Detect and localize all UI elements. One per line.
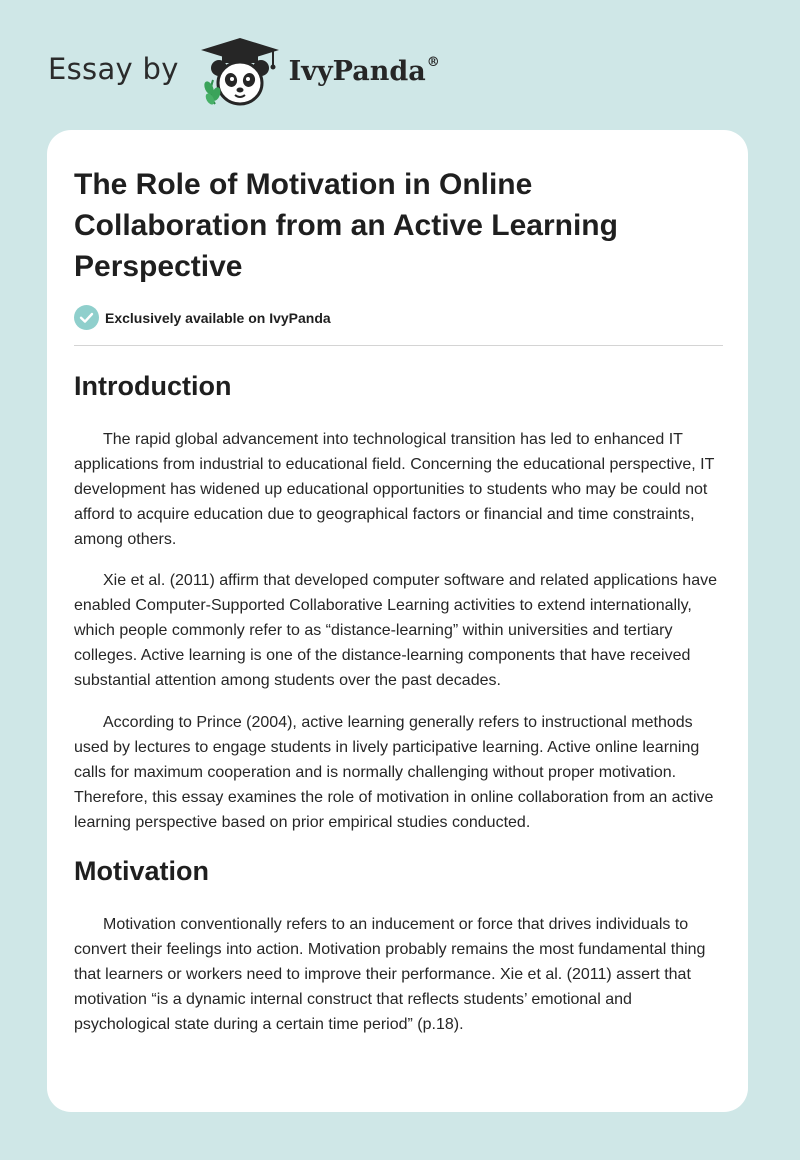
paragraph: The rapid global advancement into technological transition has led to enhanced IT applications from industrial to educational field. Concerning the educational perspective, IT development has widened up educational opportunities to students who may be could not afford to acquire education due to geographical factors or financial and time constraints, among others. xyxy=(74,431,715,548)
exclusive-label: Exclusively available on IvyPanda xyxy=(105,309,331,326)
section-heading-motivation: Motivation xyxy=(74,856,209,886)
exclusive-badge xyxy=(74,305,331,330)
page-title: The Role of Motivation in Online Collaboration from an Active Learning Perspective xyxy=(74,168,618,283)
paragraph: Motivation conventionally refers to an inducement or force that drives individuals to convert their feelings into action. Motivation probably remains the most fundamental thing that learners or workers need to improve their performance. Xie et al. (2011) assert that motivation “is a dynamic internal construct that reflects students’ emotional and psychological state during a certain time period” (p.18). xyxy=(74,916,706,1033)
essay-by-label: Essay by xyxy=(48,52,179,86)
brand-name[interactable] xyxy=(289,55,440,87)
registered-mark: ® xyxy=(426,55,440,70)
check-badge-icon xyxy=(74,305,99,330)
section-heading-introduction: Introduction xyxy=(74,371,232,401)
title-divider xyxy=(74,345,723,346)
brand-text: IvyPanda xyxy=(288,56,426,87)
paragraph: Xie et al. (2011) affirm that developed computer software and related applications have enabled Computer-Supported Collaborative Learning activities to extend internationally, which people commonly refer to as “distance-learning” within universities and tertiary colleges. Active learning is one of the distance-learning components that have received substantial attention among students over the past decades. xyxy=(74,572,717,689)
site-header xyxy=(48,36,440,108)
panda-graduate-logo-icon[interactable] xyxy=(195,36,285,108)
essay-card xyxy=(47,130,748,1112)
paragraph: According to Prince (2004), active learning generally refers to instructional methods used by lectures to engage students in lively participative learning. Active online learning calls for maximum cooperation and is normally challenging without proper motivation. Therefore, this essay examines the role of motivation in online collaboration from an active learning perspective based on prior empirical studies conducted. xyxy=(74,714,714,831)
